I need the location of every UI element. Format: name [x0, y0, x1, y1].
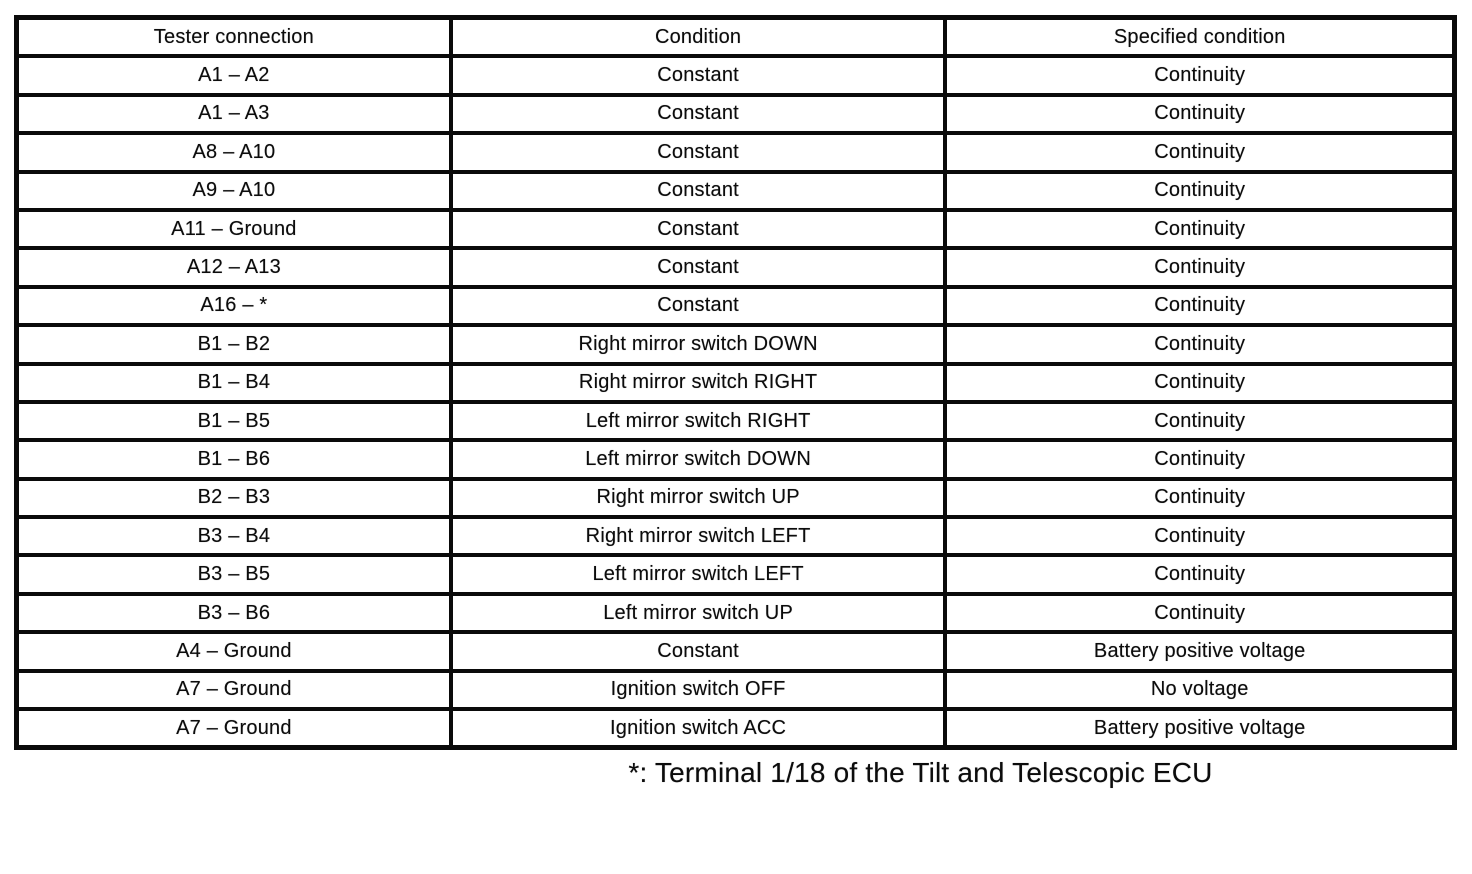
table-row [17, 210, 1455, 248]
tester-connection-cell: A16 – * [17, 287, 451, 325]
condition-cell: Constant [451, 133, 946, 171]
specified-condition-cell: Continuity [945, 325, 1454, 363]
table-row [17, 632, 1455, 670]
specified-condition-cell: Continuity [945, 555, 1454, 593]
table-row [17, 555, 1455, 593]
tester-connection-cell: B1 – B4 [17, 364, 451, 402]
specified-condition-cell: Continuity [945, 56, 1454, 94]
specified-condition-cell: Battery positive voltage [945, 632, 1454, 670]
specified-condition-cell: Continuity [945, 95, 1454, 133]
table-row [17, 133, 1455, 171]
tester-connection-table [14, 15, 1457, 750]
table-row [17, 172, 1455, 210]
condition-cell: Constant [451, 95, 946, 133]
specified-condition-cell: Continuity [945, 479, 1454, 517]
specified-condition-cell: Continuity [945, 594, 1454, 632]
header-specified-condition: Specified condition [945, 18, 1454, 57]
table-footnote: *: Terminal 1/18 of the Tilt and Telescopic ECU [628, 757, 1213, 789]
table-row [17, 440, 1455, 478]
tester-connection-cell: B3 – B6 [17, 594, 451, 632]
table-row [17, 594, 1455, 632]
tester-connection-cell: A7 – Ground [17, 709, 451, 748]
tester-connection-cell: A1 – A2 [17, 56, 451, 94]
table-row [17, 287, 1455, 325]
tester-connection-cell: A8 – A10 [17, 133, 451, 171]
condition-cell: Constant [451, 248, 946, 286]
table-row [17, 709, 1455, 748]
specified-condition-cell: Continuity [945, 133, 1454, 171]
header-tester-connection: Tester connection [17, 18, 451, 57]
table-row [17, 325, 1455, 363]
table-header-row [17, 18, 1455, 57]
table-row [17, 479, 1455, 517]
table-row [17, 248, 1455, 286]
condition-cell: Right mirror switch RIGHT [451, 364, 946, 402]
table-row [17, 95, 1455, 133]
table-row [17, 671, 1455, 709]
specified-condition-cell: Continuity [945, 210, 1454, 248]
condition-cell: Constant [451, 56, 946, 94]
condition-cell: Left mirror switch RIGHT [451, 402, 946, 440]
condition-cell: Constant [451, 172, 946, 210]
specified-condition-cell: Continuity [945, 517, 1454, 555]
tester-connection-cell: A12 – A13 [17, 248, 451, 286]
condition-cell: Ignition switch ACC [451, 709, 946, 748]
tester-connection-cell: A1 – A3 [17, 95, 451, 133]
specified-condition-cell: Continuity [945, 287, 1454, 325]
specified-condition-cell: Continuity [945, 364, 1454, 402]
header-condition: Condition [451, 18, 946, 57]
condition-cell: Left mirror switch DOWN [451, 440, 946, 478]
table-row [17, 517, 1455, 555]
specified-condition-cell: No voltage [945, 671, 1454, 709]
tester-connection-cell: B3 – B5 [17, 555, 451, 593]
specified-condition-cell: Continuity [945, 172, 1454, 210]
tester-connection-cell: B1 – B5 [17, 402, 451, 440]
specified-condition-cell: Continuity [945, 402, 1454, 440]
table-row [17, 364, 1455, 402]
table-row [17, 402, 1455, 440]
table-row [17, 56, 1455, 94]
condition-cell: Right mirror switch DOWN [451, 325, 946, 363]
tester-connection-cell: B3 – B4 [17, 517, 451, 555]
condition-cell: Constant [451, 287, 946, 325]
condition-cell: Ignition switch OFF [451, 671, 946, 709]
specified-condition-cell: Continuity [945, 248, 1454, 286]
tester-connection-cell: B2 – B3 [17, 479, 451, 517]
tester-connection-cell: B1 – B2 [17, 325, 451, 363]
condition-cell: Constant [451, 210, 946, 248]
tester-connection-cell: A11 – Ground [17, 210, 451, 248]
condition-cell: Right mirror switch LEFT [451, 517, 946, 555]
specified-condition-cell: Continuity [945, 440, 1454, 478]
tester-connection-cell: B1 – B6 [17, 440, 451, 478]
specified-condition-cell: Battery positive voltage [945, 709, 1454, 748]
condition-cell: Constant [451, 632, 946, 670]
condition-cell: Left mirror switch LEFT [451, 555, 946, 593]
condition-cell: Right mirror switch UP [451, 479, 946, 517]
tester-connection-cell: A4 – Ground [17, 632, 451, 670]
tester-connection-cell: A9 – A10 [17, 172, 451, 210]
condition-cell: Left mirror switch UP [451, 594, 946, 632]
tester-connection-cell: A7 – Ground [17, 671, 451, 709]
